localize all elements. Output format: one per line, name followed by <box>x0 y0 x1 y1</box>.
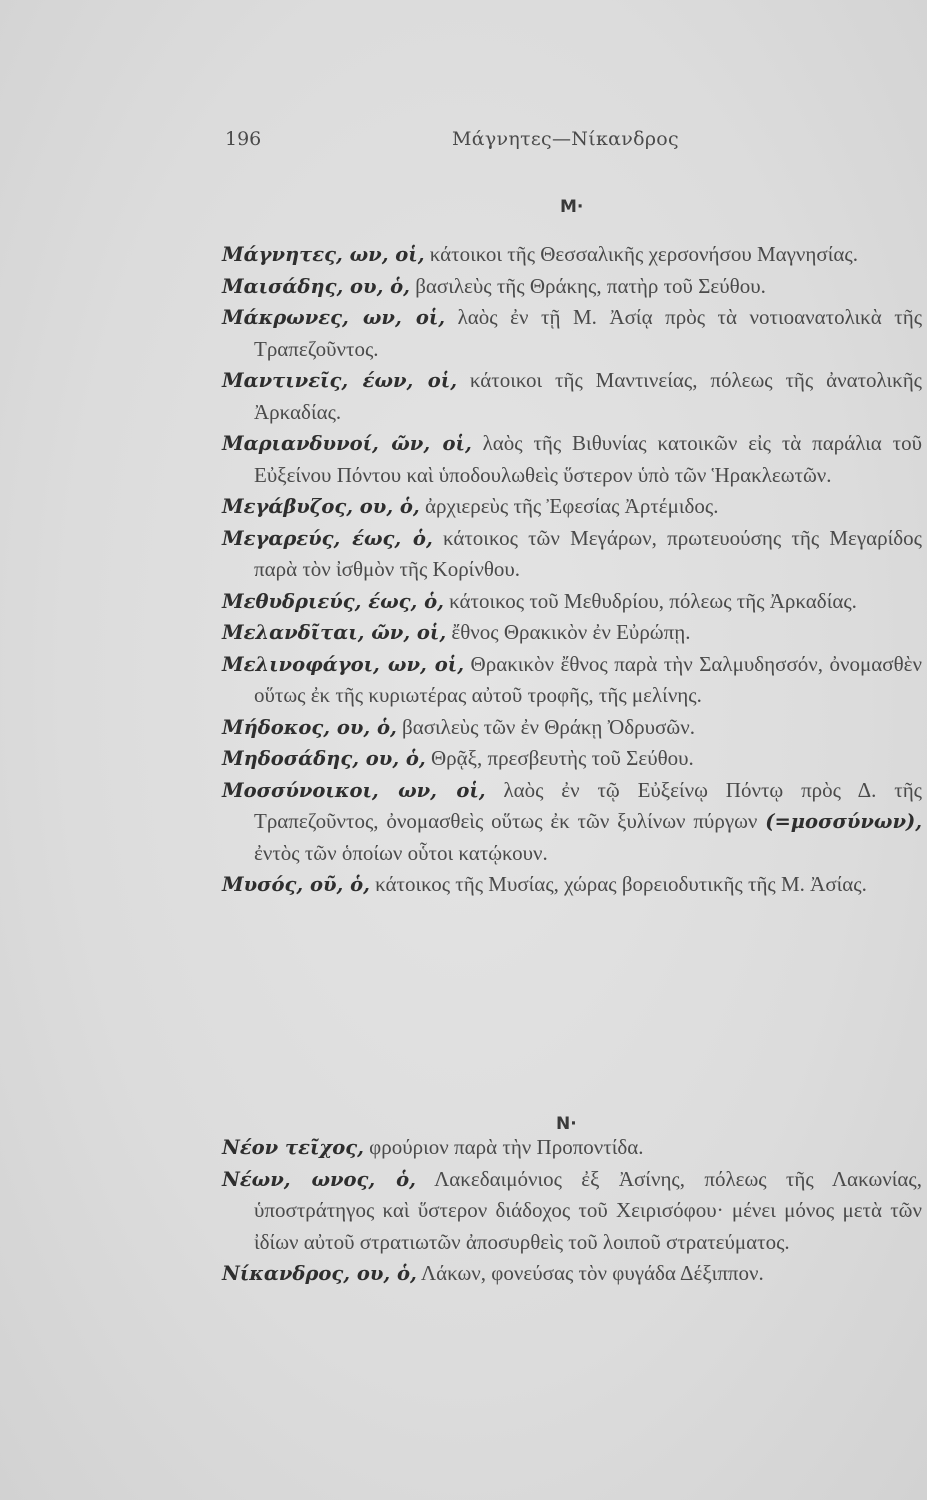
entry-methydrieus <box>222 586 922 618</box>
entry-definition: κάτοικος τῶν Μεγάρων, πρωτευούσης τῆς Μεγαρίδος παρὰ τὸν ἰσθμὸν τῆς Κορίνθου. <box>254 525 922 581</box>
entry-headword: Μυσός, οῦ, ὁ, <box>222 873 370 896</box>
entry-definition: βασιλεὺς τῶν ἐν Θράκῃ Ὀδρυσῶν. <box>396 714 695 739</box>
entry-definition: βασιλεὺς τῆς Θράκης, πατὴρ τοῦ Σεύθου. <box>409 273 766 298</box>
entry-headword: Μηδοσάδης, ου, ὁ, <box>222 747 426 770</box>
entry-definition: κάτοικοι τῆς Θεσσαλικῆς χερσονήσου Μαγνησίας. <box>424 242 858 266</box>
entry-definition: Λάκων, φονεύσας τὸν φυγάδα Δέξιππον. <box>416 1261 764 1285</box>
entry-definition: κάτοικοι τῆς Μαντινείας, πόλεως τῆς ἀνατολικῆς Ἀρκαδίας. <box>254 368 922 424</box>
entry-definition: φρούριον παρὰ τὴν Προποντίδα. <box>363 1135 644 1159</box>
entry-headword: Μαντινεῖς, έων, οἱ, <box>222 369 457 392</box>
entry-definition: ἀρχιερεὺς τῆς Ἐφεσίας Ἀρτέμιδος. <box>419 494 719 518</box>
entry-definition: ἔθνος Θρακικὸν ἐν Εὐρώπῃ. <box>446 620 691 644</box>
entry-headword: Μεγάβυζος, ου, ὁ, <box>222 495 420 518</box>
page-number: 196 <box>225 128 262 150</box>
section-letter-m: Μ· <box>560 197 584 217</box>
entry-melinophagoi <box>222 649 922 712</box>
entry-neon <box>222 1164 922 1259</box>
entry-magnetes <box>222 239 922 271</box>
entry-headword: Μεγαρεύς, έως, ὁ, <box>222 526 433 550</box>
section-letter-n: Ν· <box>556 1114 577 1134</box>
entry-headword: Μαισάδης, ου, ὁ, <box>222 274 410 298</box>
entry-headword: Μελανδῖται, ῶν, οἱ, <box>222 621 447 644</box>
entries-section-m <box>222 239 922 901</box>
entry-headword: Νέον τεῖχος, <box>222 1136 364 1159</box>
entry-mariandynoi <box>222 428 922 491</box>
entry-definition: κάτοικος τῆς Μυσίας, χώρας βορειοδυτικῆς τῆς Μ. Ἀσίας. <box>369 872 867 896</box>
entry-headword: Μήδοκος, ου, ὁ, <box>222 715 397 739</box>
running-head: Μάγνητες—Νίκανδρος <box>452 128 679 150</box>
entry-definition-cont: ἐντὸς τῶν ὁποίων οὗτοι κατῴκουν. <box>254 840 548 865</box>
entry-definition: Λακεδαιμόνιος ἐξ Ἀσίνης, πόλεως τῆς Λακωνίας, ὑποστράτηγος καὶ ὕστερον διάδοχος τοῦ Χειρισόφου· μένει μόνος μετὰ τῶν ἰδίων αὐτοῦ στρατιωτῶν ἀποσυρθεὶς τοῦ λοιποῦ στρατεύματος. <box>254 1166 922 1254</box>
entry-headword: Μεθυδριεύς, έως, ὁ, <box>222 589 444 613</box>
entry-medosades <box>222 743 922 775</box>
entry-medokos <box>222 712 922 744</box>
entry-emphasis: (=μοσσύνων), <box>765 810 922 833</box>
entry-headword: Νέων, ωνος, ὁ, <box>222 1167 416 1191</box>
entry-megabyzos <box>222 491 922 523</box>
entry-definition: Θρακικὸν ἔθνος παρὰ τὴν Σαλμυδησσόν, ὀνομασθὲν οὕτως ἐκ τῆς κυριωτέρας αὐτοῦ τροφῆς, τῆς μελίνης. <box>254 651 922 707</box>
entry-mysos <box>222 869 922 901</box>
entry-nikandros <box>222 1258 922 1290</box>
entry-headword: Νίκανδρος, ου, ὁ, <box>222 1262 417 1285</box>
entry-headword: Μάγνητες, ων, οἱ, <box>222 243 425 266</box>
entry-megareus <box>222 523 922 586</box>
entry-headword: Μάκρωνες, ων, οἱ, <box>222 306 446 329</box>
entry-headword: Μοσσύνοικοι, ων, οἱ, <box>222 778 486 802</box>
entry-maisades <box>222 271 922 303</box>
page-header <box>225 128 925 158</box>
entry-definition: λαὸς ἐν τῇ Μ. Ἀσίᾳ πρὸς τὰ νοτιοανατολικὰ τῆς Τραπεζοῦντος. <box>254 305 923 361</box>
entry-mantineis <box>222 365 922 428</box>
entry-neon-teichos <box>222 1132 922 1164</box>
entries-section-n <box>222 1132 922 1290</box>
entry-melanditai <box>222 617 922 649</box>
entry-definition: λαὸς ἐν τῷ Εὐξείνῳ Πόντῳ πρὸς Δ. τῆς Τραπεζοῦντος, ὀνομασθεὶς οὕτως ἐκ τῶν ξυλίνων πύργων <box>254 777 922 833</box>
entry-headword: Μελινοφάγοι, ων, οἱ, <box>222 652 465 676</box>
entry-headword: Μαριανδυνοί, ῶν, οἱ, <box>222 432 472 455</box>
entry-definition: κάτοικος τοῦ Μεθυδρίου, πόλεως τῆς Ἀρκαδίας. <box>443 588 857 613</box>
entry-makrones <box>222 302 922 365</box>
entry-mossynoikoi <box>222 775 922 870</box>
entry-definition: Θρᾷξ, πρεσβευτὴς τοῦ Σεύθου. <box>425 746 694 770</box>
entry-definition: λαὸς τῆς Βιθυνίας κατοικῶν εἰς τὰ παράλια τοῦ Εὐξείνου Πόντου καὶ ὑποδουλωθεὶς ὕστερον ὑπὸ τῶν Ἡρακλεωτῶν. <box>254 431 922 487</box>
